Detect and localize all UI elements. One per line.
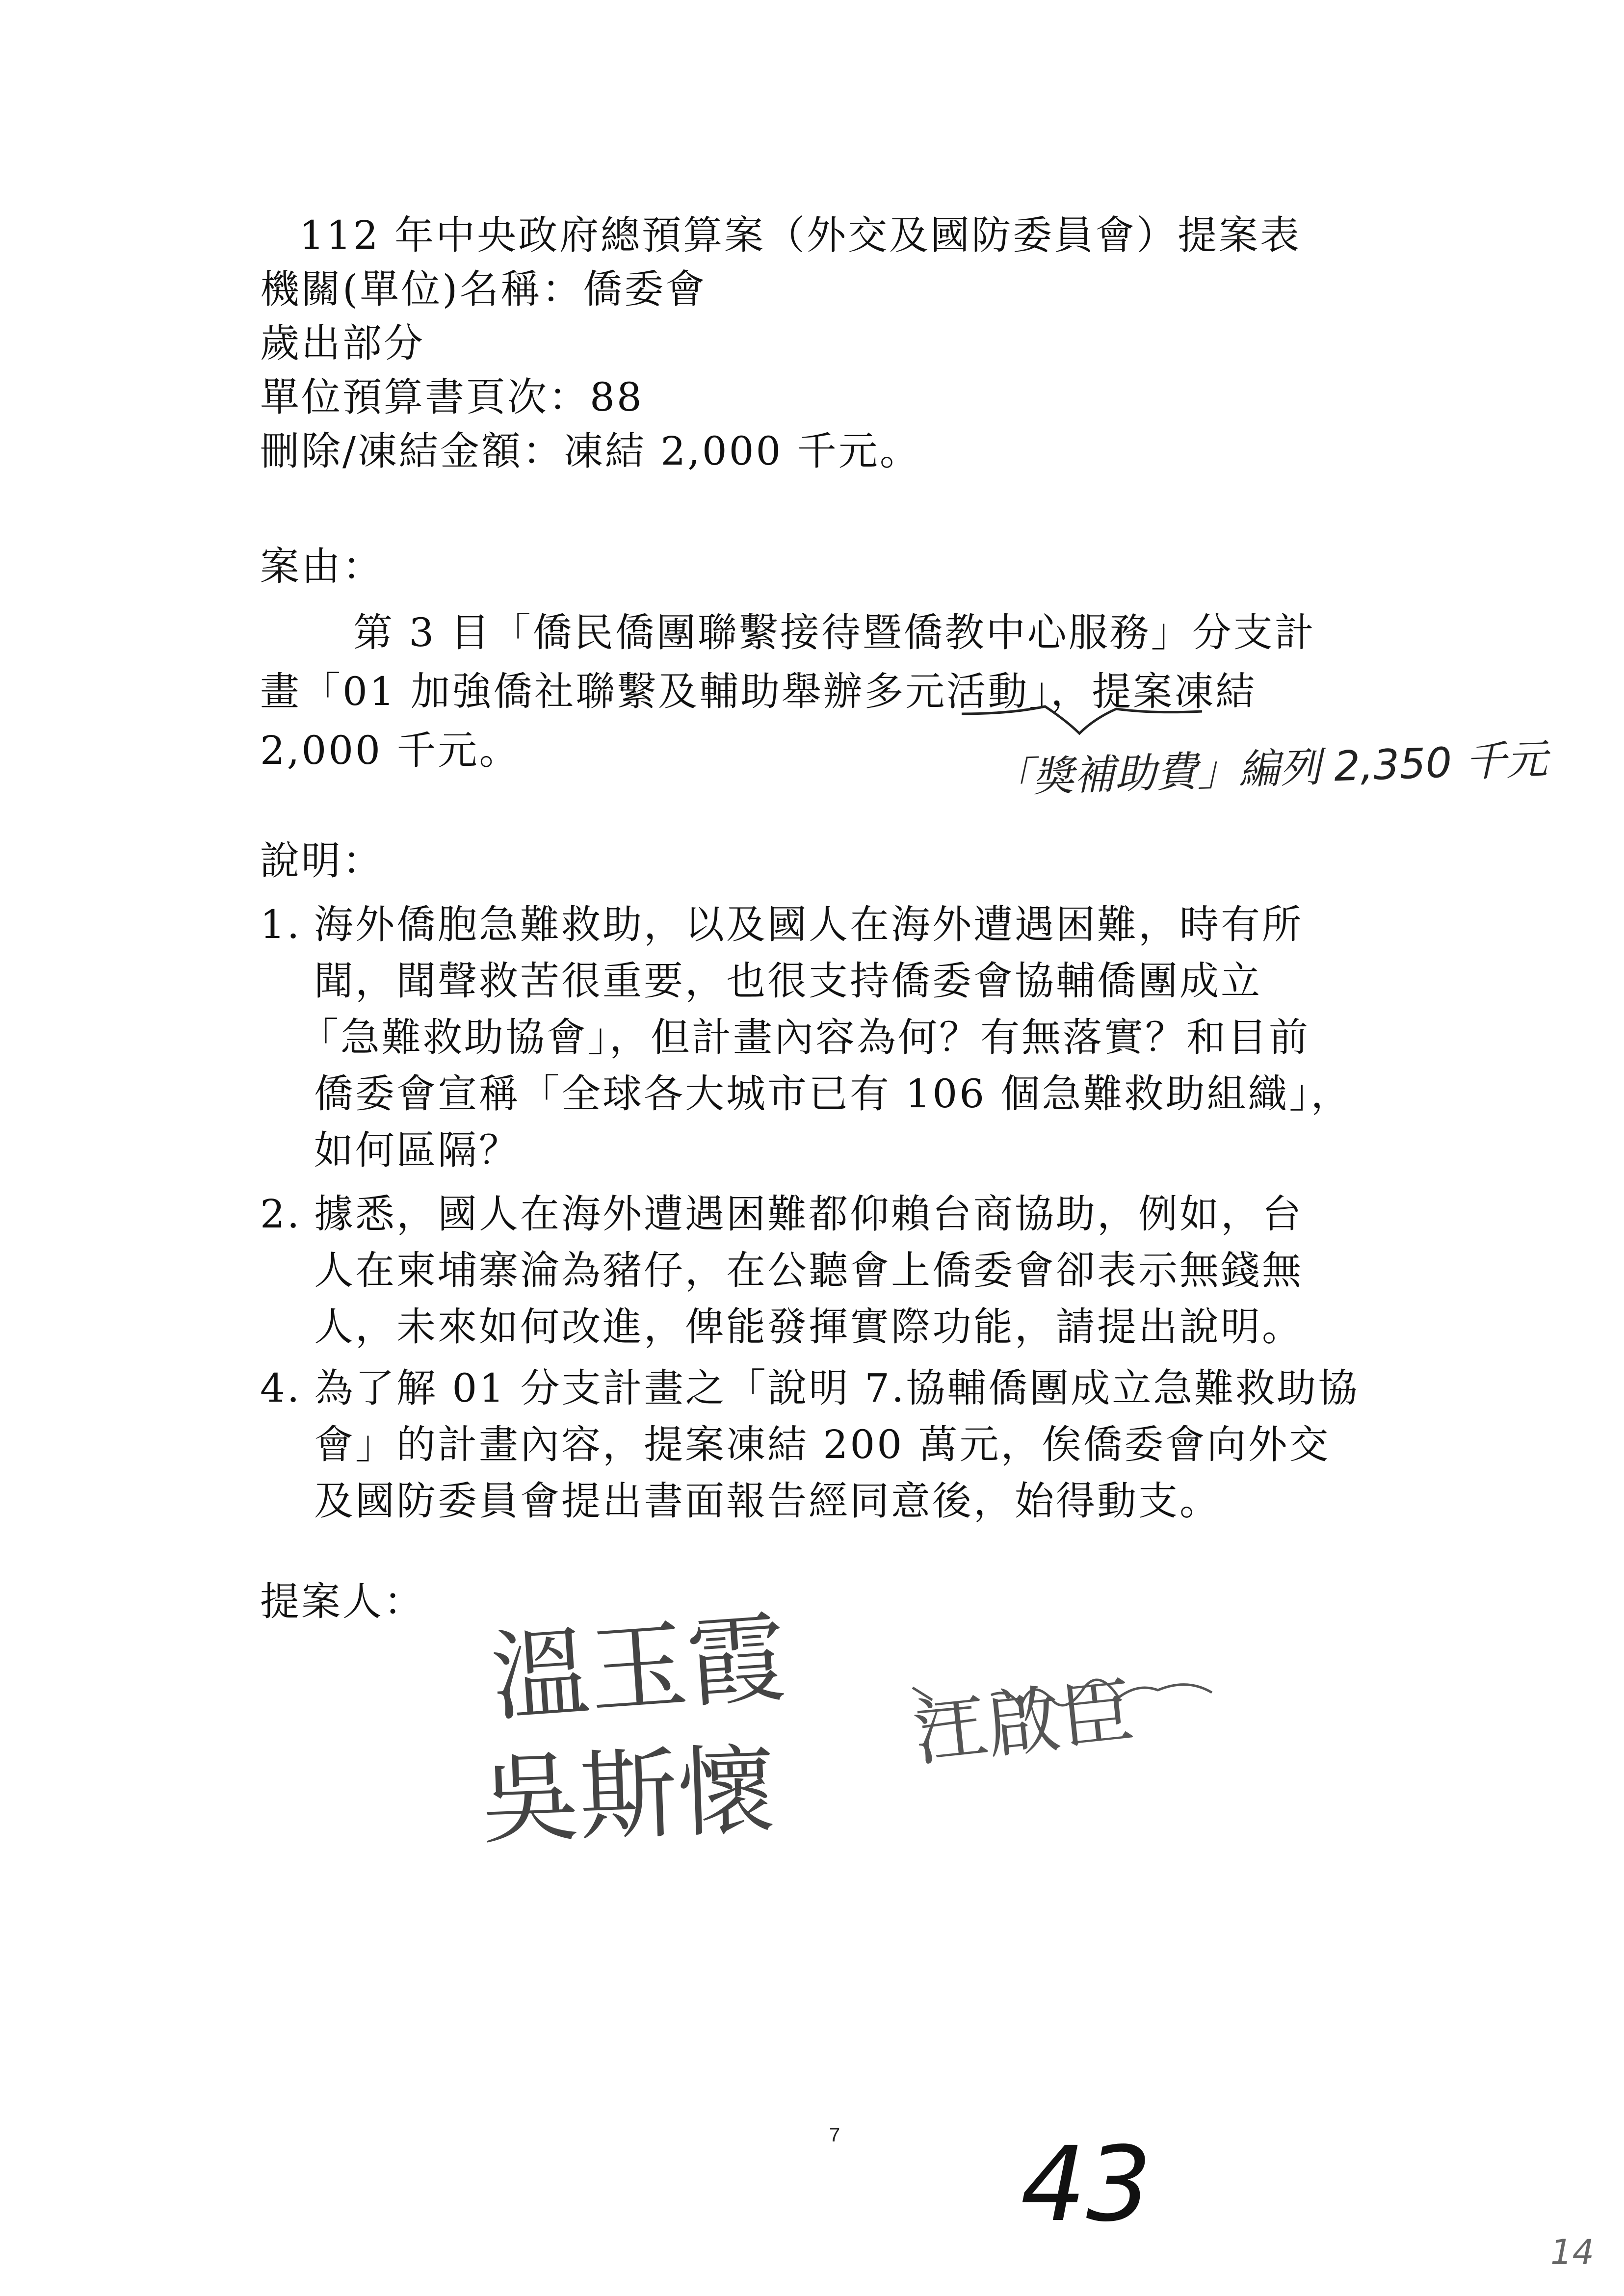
reason-line: 第 3 目「僑民僑團聯繫接待暨僑教中心服務」分支計 bbox=[353, 610, 1316, 655]
budget-page-number: 單位預算書頁次：88 bbox=[260, 374, 644, 420]
item-line: 人在柬埔寨淪為豬仔，在公聽會上僑委會卻表示無錢無 bbox=[314, 1248, 1303, 1293]
reason-line: 畫「01 加強僑社聯繫及輔助舉辦多元活動」，提案凍結 bbox=[260, 669, 1257, 714]
page-number: 7 bbox=[829, 2124, 840, 2146]
item-line: 海外僑胞急難救助，以及國人在海外遭遇困難，時有所 bbox=[314, 902, 1303, 947]
budget-category: 歲出部分 bbox=[260, 320, 425, 366]
item-line: 會」的計畫內容，提案凍結 200 萬元，俟僑委會向外交 bbox=[314, 1422, 1331, 1467]
handwritten-note: 「獎補助費」編列 2,350 千元 bbox=[990, 735, 1548, 803]
agency-name: 機關(單位)名稱：僑委會 bbox=[260, 266, 707, 312]
freeze-amount: 刪除/凍結金額：凍結 2,000 千元。 bbox=[260, 428, 921, 474]
document-title: 112 年中央政府總預算案（外交及國防委員會）提案表 bbox=[299, 212, 1302, 258]
handwritten-number: 43 bbox=[1021, 2124, 1152, 2244]
item-line: 及國防委員會提出書面報告經同意後，始得動支。 bbox=[314, 1478, 1221, 1524]
proposer-label: 提案人： bbox=[260, 1579, 425, 1624]
item-line: 僑委會宣稱「全球各大城市已有 106 個急難救助組織」， bbox=[314, 1071, 1352, 1117]
item-line: 為了解 01 分支計畫之「說明 7.協輔僑團成立急難救助協 bbox=[314, 1365, 1360, 1411]
item-number: 2. bbox=[260, 1191, 302, 1237]
reason-heading: 案由： bbox=[260, 544, 384, 589]
item-line: 「急難救助協會」，但計畫內容為何？有無落實？和目前 bbox=[299, 1015, 1310, 1060]
item-line: 聞，聞聲救苦很重要，也很支持僑委會協輔僑團成立 bbox=[314, 958, 1262, 1004]
item-line: 人，未來如何改進，俾能發揮實際功能，請提出說明。 bbox=[314, 1304, 1303, 1350]
item-line: 據悉，國人在海外遭遇困難都仰賴台商協助，例如，台 bbox=[314, 1191, 1303, 1237]
item-line: 如何區隔？ bbox=[314, 1127, 520, 1173]
signature: 溫玉霞 bbox=[487, 1601, 789, 1736]
signature: 江啟臣 bbox=[909, 1669, 1138, 1777]
item-number: 4. bbox=[260, 1365, 302, 1411]
explanation-heading: 說明： bbox=[260, 838, 384, 884]
corner-number: 14 bbox=[1550, 2232, 1595, 2272]
reason-line: 2,000 千元。 bbox=[260, 728, 521, 773]
signature: 吳斯懷 bbox=[479, 1733, 778, 1858]
item-number: 1. bbox=[260, 902, 302, 947]
